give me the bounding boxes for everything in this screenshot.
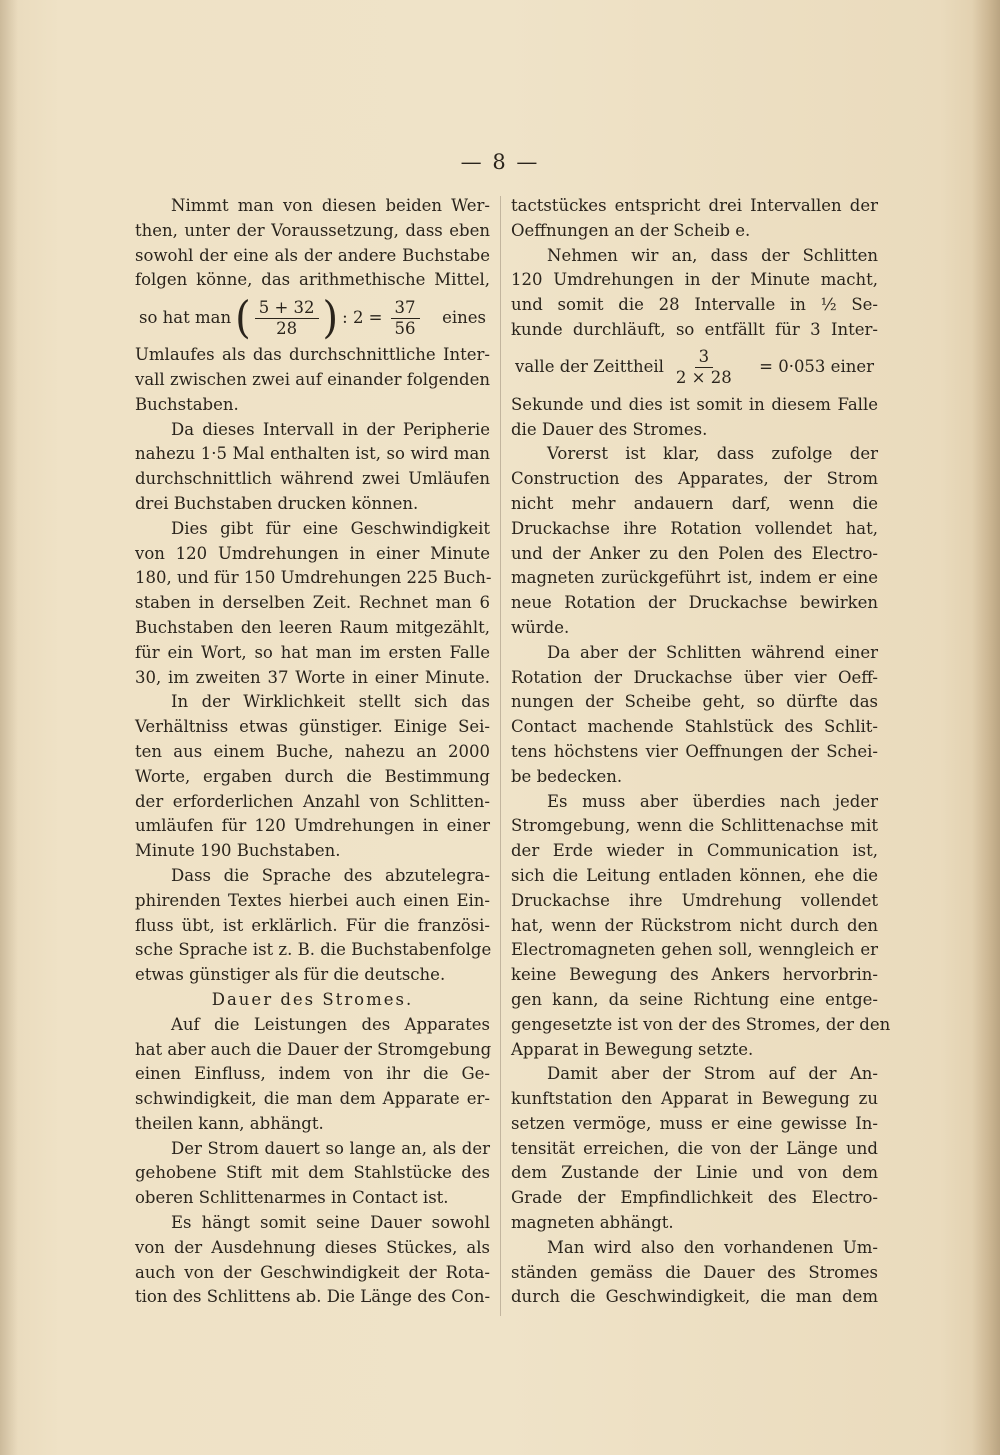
text-line: magneten zurückgeführt ist, indem er eine bbox=[511, 568, 878, 588]
paragraph bbox=[511, 1236, 878, 1310]
text-line: umläufen für 120 Umdrehungen in einer bbox=[135, 816, 490, 836]
text-line: tion des Schlittens ab. Die Länge des Con- bbox=[135, 1287, 491, 1307]
text-line: Umlaufes als das durchschnittliche Inter- bbox=[135, 345, 490, 365]
paragraph bbox=[135, 517, 490, 691]
text-line: schwindigkeit, die man dem Apparate er- bbox=[135, 1089, 490, 1109]
fraction-denominator: 2 × 28 bbox=[675, 368, 732, 388]
text-line: Stromgebung, wenn die Schlittenachse mit bbox=[511, 816, 878, 836]
fraction-denominator: 28 bbox=[276, 318, 298, 338]
text-line: Rotation der Druckachse über vier Oeff- bbox=[511, 667, 878, 687]
text-line: Minute 190 Buchstaben. bbox=[135, 841, 341, 861]
text-line: Buchstaben den leeren Raum mitgezählt, bbox=[135, 617, 490, 637]
text-line: Damit aber der Strom auf der An- bbox=[547, 1064, 878, 1084]
text-line: staben in derselben Zeit. Rechnet man 6 bbox=[135, 593, 490, 613]
paragraph bbox=[135, 1211, 490, 1310]
text-line: nungen der Scheibe geht, so dürfte das bbox=[511, 692, 878, 712]
paren-close: ) bbox=[322, 292, 339, 344]
text-line: von der Ausdehnung dieses Stückes, als bbox=[135, 1237, 490, 1257]
paragraph bbox=[511, 790, 891, 1063]
text-line: nahezu 1·5 Mal enthalten ist, so wird man bbox=[135, 444, 490, 464]
paragraph bbox=[135, 194, 490, 293]
text-line: kunftstation den Apparat in Bewegung zu bbox=[511, 1089, 878, 1109]
text-line: hat, wenn der Rückstrom nicht durch den bbox=[511, 915, 878, 935]
formula-middle: : 2 = bbox=[342, 307, 383, 327]
paragraph bbox=[135, 864, 490, 988]
text-line: ständen gemäss die Dauer des Stromes bbox=[511, 1262, 878, 1282]
paragraph bbox=[511, 393, 878, 443]
fraction-numerator: 37 bbox=[391, 298, 420, 319]
text-line: Man wird also den vorhandenen Um- bbox=[547, 1237, 878, 1257]
text-line: 120 Umdrehungen in der Minute macht, bbox=[511, 270, 878, 290]
text-line: gehobene Stift mit dem Stahlstücke des bbox=[135, 1163, 490, 1183]
column-divider bbox=[500, 196, 501, 1316]
text-line: 180, und für 150 Umdrehungen 225 Buch- bbox=[135, 568, 492, 588]
text-line: Dies gibt für eine Geschwindigkeit bbox=[171, 518, 490, 538]
text-line: Sekunde und dies ist somit in diesem Falle bbox=[511, 394, 878, 414]
text-line: Druckachse ihre Rotation vollendet hat, bbox=[511, 518, 878, 538]
right-column bbox=[511, 194, 891, 1310]
text-line: hat aber auch die Dauer der Stromgebung bbox=[135, 1039, 492, 1059]
text-line: nicht mehr andauern darf, wenn die bbox=[511, 493, 878, 513]
fraction bbox=[672, 347, 736, 388]
text-line: Buchstaben. bbox=[135, 394, 239, 414]
text-line: kunde durchläuft, so entfällt für 3 Inter- bbox=[511, 319, 878, 339]
text-line: be bedecken. bbox=[511, 766, 623, 786]
text-line: Auf die Leistungen des Apparates bbox=[171, 1014, 490, 1034]
text-line: tensität erreichen, die von der Länge und bbox=[511, 1138, 878, 1158]
text-line: then, unter der Voraussetzung, dass eben bbox=[135, 220, 490, 240]
text-line: folgen könne, das arithmethische Mittel, bbox=[135, 270, 490, 290]
text-line: sich die Leitung entladen können, ehe die bbox=[511, 865, 878, 885]
text-line: Der Strom dauert so lange an, als der bbox=[171, 1138, 490, 1158]
paragraph bbox=[135, 1137, 490, 1211]
text-line: einen Einfluss, indem von ihr die Ge- bbox=[135, 1064, 490, 1084]
text-line: Grade der Empfindlichkeit des Electro- bbox=[511, 1188, 878, 1208]
paragraph bbox=[135, 1013, 490, 1137]
text-line: für ein Wort, so hat man im ersten Falle bbox=[135, 642, 490, 662]
text-line: Dass die Sprache des abzutelegra- bbox=[171, 865, 490, 885]
text-line: Contact machende Stahlstück des Schlit- bbox=[511, 717, 878, 737]
text-line: Construction des Apparates, der Strom bbox=[511, 469, 878, 489]
text-line: vall zwischen zwei auf einander folgenden bbox=[135, 369, 490, 389]
text-line: würde. bbox=[511, 617, 570, 637]
text-line: etwas günstiger als für die deutsche. bbox=[135, 965, 446, 985]
text-line: der Erde wieder in Communication ist, bbox=[511, 841, 878, 861]
paragraph bbox=[511, 1062, 878, 1236]
formula-suffix: = 0·053 einer bbox=[759, 357, 874, 377]
text-line: neue Rotation der Druckachse bewirken bbox=[511, 593, 878, 613]
text-line: Apparat in Bewegung setzte. bbox=[511, 1039, 754, 1059]
text-line: die Dauer des Stromes. bbox=[511, 419, 708, 439]
text-line: Nehmen wir an, dass der Schlitten bbox=[547, 245, 878, 265]
text-line: von 120 Umdrehungen in einer Minute bbox=[135, 543, 490, 563]
text-line: durchschnittlich während zwei Umläufen bbox=[135, 469, 490, 489]
text-line: tens höchstens vier Oeffnungen der Schei- bbox=[511, 741, 878, 761]
paragraph bbox=[511, 244, 878, 343]
text-line: Da aber der Schlitten während einer bbox=[547, 642, 878, 662]
text-line: phirenden Textes hierbei auch einen Ein- bbox=[135, 890, 490, 910]
text-line: und somit die 28 Intervalle in ½ Se- bbox=[511, 295, 878, 315]
text-line: Nimmt man von diesen beiden Wer- bbox=[171, 196, 490, 215]
paragraph bbox=[135, 418, 490, 517]
text-line: der erforderlichen Anzahl von Schlitten- bbox=[135, 791, 490, 811]
text-line: tactstückes entspricht drei Intervallen der bbox=[511, 196, 878, 215]
text-line: Druckachse ihre Umdrehung vollendet bbox=[511, 890, 878, 910]
text-line: 30, im zweiten 37 Worte in einer Minute. bbox=[135, 667, 490, 687]
formula-prefix: valle der Zeittheil bbox=[515, 357, 664, 377]
page-number: — 8 — bbox=[460, 150, 540, 174]
text-line: fluss übt, ist erklärlich. Für die französi- bbox=[135, 915, 490, 935]
paragraph bbox=[135, 690, 490, 864]
text-line: Da dieses Intervall in der Peripherie bbox=[171, 419, 490, 439]
text-line: setzen vermöge, muss er eine gewisse In- bbox=[511, 1113, 878, 1133]
text-line: auch von der Geschwindigkeit der Rota- bbox=[135, 1262, 490, 1282]
text-line: Es hängt somit seine Dauer sowohl bbox=[171, 1213, 490, 1233]
fraction-denominator: 56 bbox=[394, 318, 416, 338]
page-shadow-right bbox=[972, 0, 1000, 1455]
fraction-numerator: 5 + 32 bbox=[255, 298, 319, 319]
text-line: durch die Geschwindigkeit, die man dem bbox=[511, 1287, 878, 1307]
text-line: Vorerst ist klar, dass zufolge der bbox=[547, 444, 878, 464]
paragraph bbox=[511, 641, 878, 790]
text-line: Verhältniss etwas günstiger. Einige Sei- bbox=[135, 717, 490, 737]
text-line: drei Buchstaben drucken können. bbox=[135, 493, 419, 513]
section-heading: Dauer des Stromes. bbox=[211, 989, 414, 1009]
text-line: sowohl der eine als der andere Buchstabe bbox=[135, 245, 490, 265]
text-line: ten aus einem Buche, nahezu an 2000 bbox=[135, 741, 490, 761]
text-line: und der Anker zu den Polen des Electro- bbox=[511, 543, 878, 563]
fraction-result bbox=[391, 298, 420, 339]
text-line: Worte, ergaben durch die Bestimmung bbox=[135, 766, 490, 786]
text-line: In der Wirklichkeit stellt sich das bbox=[171, 692, 490, 712]
left-column bbox=[135, 194, 490, 1310]
text-line: theilen kann, abhängt. bbox=[135, 1113, 324, 1133]
text-line: gen kann, da seine Richtung eine entge- bbox=[511, 989, 878, 1009]
paren-open: ( bbox=[235, 292, 251, 344]
text-line: Es muss aber überdies nach jeder bbox=[547, 791, 878, 811]
text-line: Electromagneten gehen soll, wenngleich er bbox=[511, 940, 878, 960]
text-line: Oeffnungen an der Scheib e. bbox=[511, 220, 751, 240]
formula-duration bbox=[511, 343, 878, 393]
paragraph bbox=[511, 442, 878, 640]
paragraph bbox=[135, 343, 490, 417]
text-line: oberen Schlittenarmes in Contact ist. bbox=[135, 1188, 449, 1208]
text-line: sche Sprache ist z. B. die Buchstabenfolge bbox=[135, 940, 492, 960]
fraction-numerator: 3 bbox=[695, 347, 714, 368]
text-line: gengesetzte ist von der des Stromes, der den bbox=[511, 1014, 891, 1034]
formula-prefix: so hat man bbox=[139, 307, 232, 327]
paragraph bbox=[511, 194, 878, 244]
formula-mean bbox=[135, 293, 490, 343]
text-line: dem Zustande der Linie und von dem bbox=[511, 1163, 878, 1183]
formula-suffix: eines bbox=[442, 307, 486, 327]
text-line: keine Bewegung des Ankers hervorbrin- bbox=[511, 965, 878, 985]
page-shadow-left bbox=[0, 0, 18, 1455]
fraction-inner bbox=[255, 298, 319, 339]
text-line: magneten abhängt. bbox=[511, 1213, 674, 1233]
